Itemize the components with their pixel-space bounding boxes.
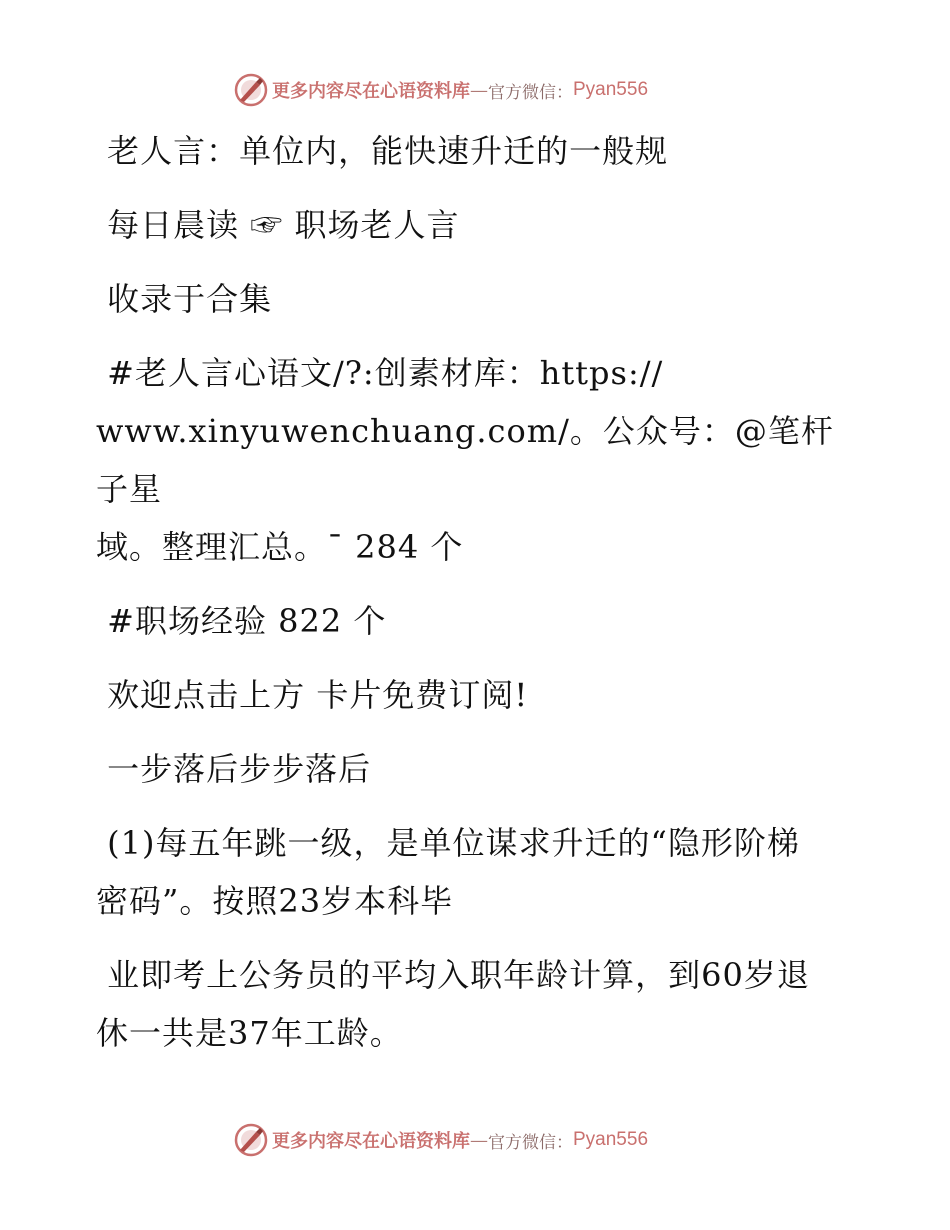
tag-line-2: #职场经验 822 个 — [96, 602, 387, 640]
brand-logo-icon — [234, 73, 268, 107]
tag-line-1: #老人言心语文/?:创素材库：https:// — [96, 354, 664, 392]
document-body — [96, 122, 856, 1062]
header-watermark — [234, 72, 648, 108]
watermark-brand-text: 更多内容尽在心语资料库 — [272, 81, 470, 102]
watermark-brand-text: 更多内容尽在心语资料库 — [272, 1131, 470, 1152]
footer-watermark — [234, 1122, 648, 1158]
daily-reading-line: 每日晨读 ☞ 职场老人言 — [96, 206, 460, 244]
paragraph-2-cont: 休一共是37年工龄。 — [96, 1014, 403, 1052]
paragraph-1: (1)每五年跳一级，是单位谋求升迁的“隐形阶梯 — [96, 824, 800, 862]
subscribe-prompt: 欢迎点击上方 卡片免费订阅! — [96, 676, 529, 714]
collection-label: 收录于合集 — [96, 280, 273, 318]
watermark-wechat-id: Pyan556 — [573, 79, 649, 100]
watermark-dash: — — [470, 79, 488, 101]
section-heading: 一步落后步步落后 — [96, 750, 372, 788]
watermark-dash: — — [470, 1129, 488, 1151]
watermark-label: 官方微信： — [488, 1132, 573, 1153]
watermark-wechat-id: Pyan556 — [573, 1129, 649, 1150]
watermark-label: 官方微信： — [488, 82, 573, 103]
tag-line-1-cont: www.xinyuwenchuang.com/。公众号：@笔杆子星 — [96, 412, 834, 508]
tag-line-1-end: 域。整理汇总。¯ 284 个 — [96, 528, 464, 566]
brand-logo-icon — [234, 1123, 268, 1157]
paragraph-2: 业即考上公务员的平均入职年龄计算，到60岁退 — [96, 956, 810, 994]
paragraph-1-cont: 密码”。按照23岁本科毕 — [96, 882, 454, 920]
article-title: 老人言：单位内，能快速升迁的一般规 — [96, 132, 669, 170]
